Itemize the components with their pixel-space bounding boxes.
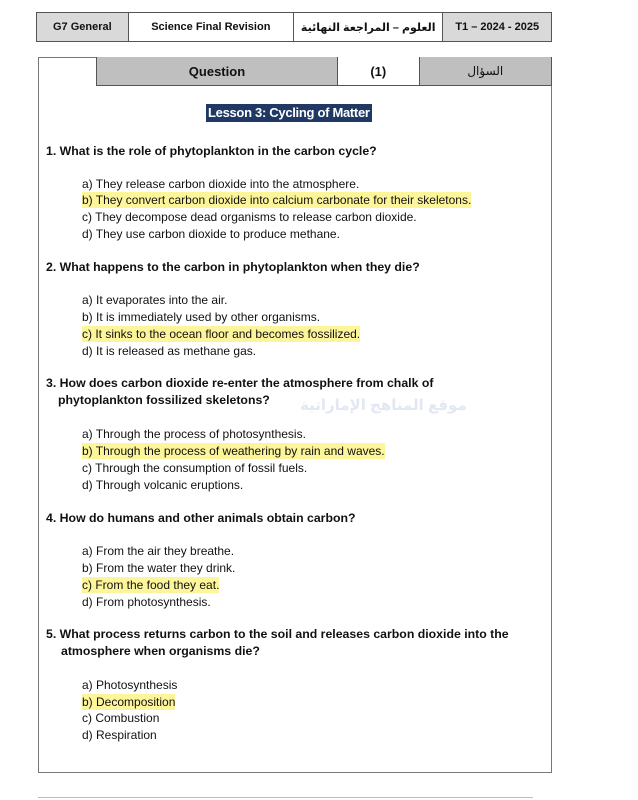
page-header	[36, 12, 552, 42]
subject-ar-cell: العلوم – المراجعة النهائية	[294, 13, 443, 41]
q4-option-b: b) From the water they drink.	[82, 561, 236, 575]
question-bar	[96, 57, 552, 86]
q2-option-a: a) It evaporates into the air.	[82, 293, 228, 307]
q1-option-a: a) They release carbon dioxide into the atmosphere.	[82, 177, 360, 191]
question-5-line1: 5. What process returns carbon to the soil and releases carbon dioxide into the	[46, 627, 509, 641]
subject-en-cell: Science Final Revision	[129, 13, 294, 41]
question-number: (1)	[338, 57, 420, 85]
q5-option-b: b) Decomposition	[82, 695, 176, 709]
question-label-ar: السؤال	[420, 57, 551, 85]
q2-option-d: d) It is released as methane gas.	[82, 344, 257, 358]
q3-option-b: b) Through the process of weathering by rain and waves.	[82, 444, 385, 458]
q4-option-d: d) From photosynthesis.	[82, 595, 211, 609]
q3-option-c: c) Through the consumption of fossil fuels.	[82, 461, 308, 475]
question-5-line2: atmosphere when organisms die?	[61, 644, 260, 658]
question-4: 4. How do humans and other animals obtain carbon?	[46, 511, 356, 525]
q2-option-b: b) It is immediately used by other organisms.	[82, 310, 321, 324]
q5-option-c: c) Combustion	[82, 711, 160, 725]
question-frame	[38, 57, 552, 773]
question-1: 1. What is the role of phytoplankton in the carbon cycle?	[46, 144, 377, 158]
question-3-line2: phytoplankton fossilized skeletons?	[58, 393, 270, 407]
q2-option-c: c) It sinks to the ocean floor and becomes fossilized.	[82, 327, 361, 341]
q5-option-a: a) Photosynthesis	[82, 678, 178, 692]
watermark: موقع المناهج الإماراتية	[300, 397, 467, 414]
q4-option-a: a) From the air they breathe.	[82, 544, 235, 558]
q4-option-c: c) From the food they eat.	[82, 578, 220, 592]
q3-option-d: d) Through volcanic eruptions.	[82, 478, 244, 492]
grade-cell: G7 General	[37, 13, 129, 41]
q1-option-b: b) They convert carbon dioxide into calcium carbonate for their skeletons.	[82, 193, 472, 207]
q1-option-d: d) They use carbon dioxide to produce methane.	[82, 227, 340, 241]
q1-option-c: c) They decompose dead organisms to release carbon dioxide.	[82, 210, 417, 224]
term-cell: T1 – 2024 - 2025	[443, 13, 551, 41]
question-3-line1: 3. How does carbon dioxide re-enter the atmosphere from chalk of	[46, 376, 434, 390]
q3-option-a: a) Through the process of photosynthesis.	[82, 427, 306, 441]
q5-option-d: d) Respiration	[82, 728, 157, 742]
lesson-title: Lesson 3: Cycling of Matter	[208, 105, 370, 120]
question-label: Question	[97, 57, 338, 85]
footer-divider	[38, 797, 533, 798]
question-2: 2. What happens to the carbon in phytoplankton when they die?	[46, 260, 420, 274]
